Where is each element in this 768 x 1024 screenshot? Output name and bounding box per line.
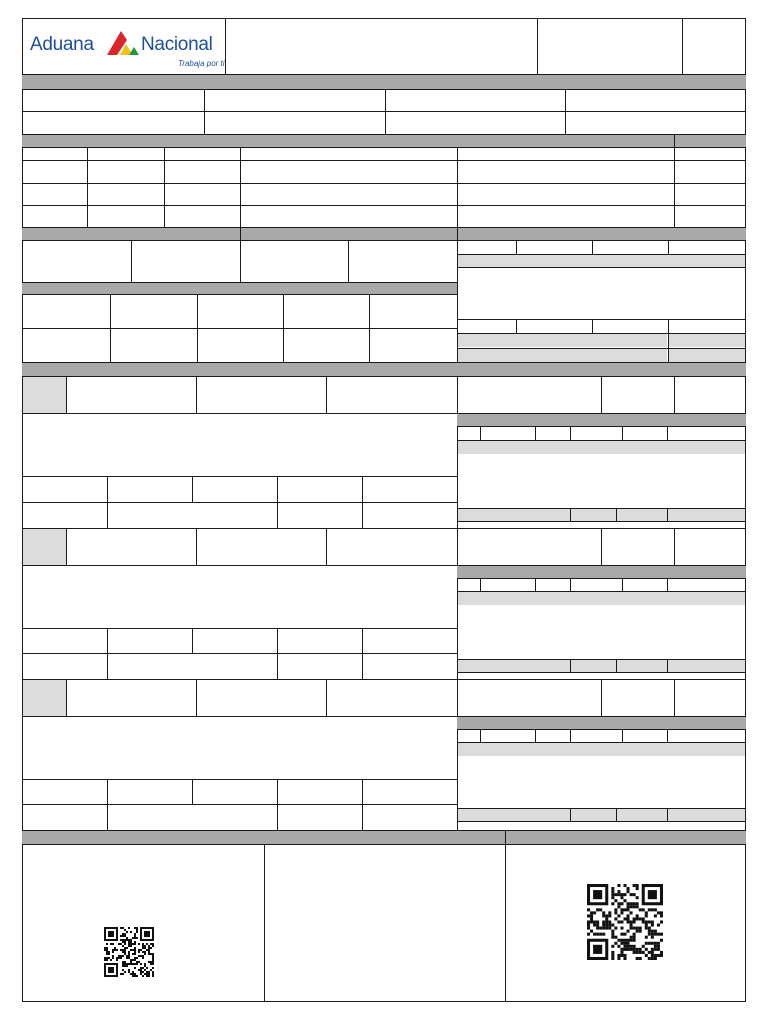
section-bar bbox=[22, 74, 746, 90]
section-bar bbox=[22, 830, 746, 845]
brand-name-right: Nacional bbox=[141, 34, 213, 55]
brand-name-left: Aduana bbox=[30, 34, 94, 55]
qr-code-icon bbox=[587, 884, 663, 960]
section-bar bbox=[22, 362, 746, 377]
header-divider bbox=[537, 18, 538, 74]
header-divider bbox=[682, 18, 683, 74]
section-bar bbox=[22, 282, 457, 295]
aduana-nacional-logo-icon bbox=[103, 28, 143, 58]
brand-slogan: Trabaja por ti bbox=[178, 59, 225, 68]
qr-code-icon bbox=[104, 927, 154, 977]
section-bar bbox=[22, 227, 746, 241]
section-bar bbox=[22, 134, 746, 148]
header-divider bbox=[225, 18, 226, 74]
